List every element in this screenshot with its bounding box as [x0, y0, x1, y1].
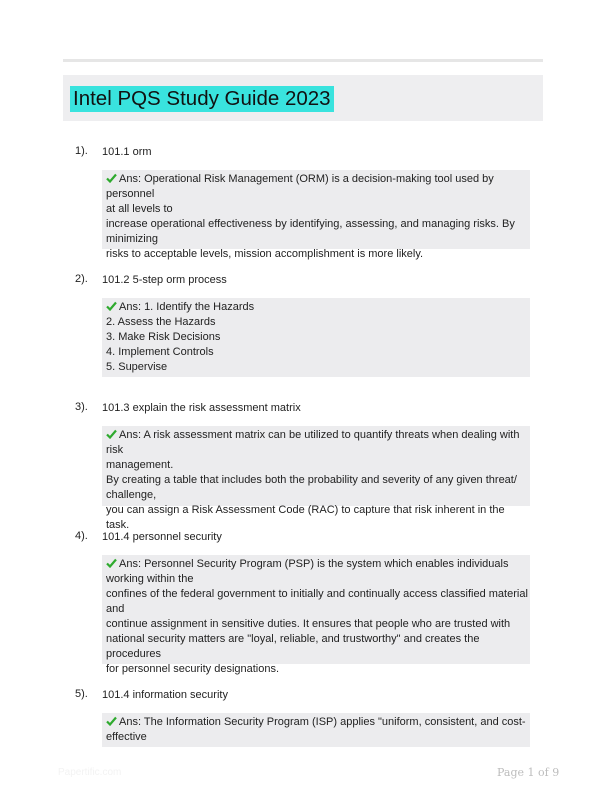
checkmark-icon — [106, 429, 117, 439]
top-divider — [63, 59, 543, 62]
checkmark-icon — [106, 301, 117, 311]
checkmark-icon — [106, 716, 117, 726]
answer-body: effective — [106, 731, 147, 743]
answer-body: 2. Assess the Hazards 3. Make Risk Decisions 4. Implement Controls 5. Supervise — [106, 316, 221, 373]
answer-first-line: Ans: Operational Risk Management (ORM) is a decision-making tool used by personnel — [106, 173, 494, 200]
answer-first-line: Ans: 1. Identify the Hazards — [119, 301, 255, 313]
document-title: Intel PQS Study Guide 2023 — [70, 86, 334, 112]
question-text: 101.4 information security — [102, 689, 228, 701]
checkmark-icon — [106, 173, 117, 183]
answer-first-line: Ans: The Information Security Program (ISP) applies "uniform, consistent, and cost- — [119, 716, 526, 728]
question-number: 5). — [75, 688, 88, 700]
answer-box — [102, 426, 530, 531]
question-number: 3). — [75, 401, 88, 413]
question-number: 2). — [75, 273, 88, 285]
question-number: 1). — [75, 145, 88, 157]
answer-first-line: Ans: Personnel Security Program (PSP) is the system which enables individuals — [119, 558, 509, 570]
answer-box — [102, 555, 530, 675]
answer-box — [102, 170, 530, 260]
question-text: 101.1 orm — [102, 146, 152, 158]
question-text: 101.3 explain the risk assessment matrix — [102, 402, 301, 414]
answer-first-line: Ans: A risk assessment matrix can be utilized to quantify threats when dealing with risk — [106, 429, 520, 456]
answer-box — [102, 713, 530, 747]
page-indicator: Page 1 of 9 — [497, 766, 560, 779]
checkmark-icon — [106, 558, 117, 568]
question-text: 101.4 personnel security — [102, 531, 222, 543]
answer-body: at all levels to increase operational effectiveness by identifying, assessing, and managing risks. By minimizing risks to acceptable levels, mission accomplishment is more likely. — [106, 203, 515, 260]
answer-body: management. By creating a table that includes both the probability and severity of any given threat/ challenge, you can assign a Risk Assessment Code (RAC) to capture that risk inherent in the task. — [106, 459, 517, 531]
footer-watermark: Papertific.com — [58, 767, 122, 778]
question-number: 4). — [75, 530, 88, 542]
question-text: 101.2 5-step orm process — [102, 274, 227, 286]
answer-body: working within the confines of the federal government to initially and continually access classified material and continue assignment in sensitive duties. It ensures that people who are trusted with national security matters are "loyal, reliable, and trustworthy" and creates the procedures for personnel security designations. — [106, 573, 528, 675]
answer-box — [102, 298, 530, 377]
